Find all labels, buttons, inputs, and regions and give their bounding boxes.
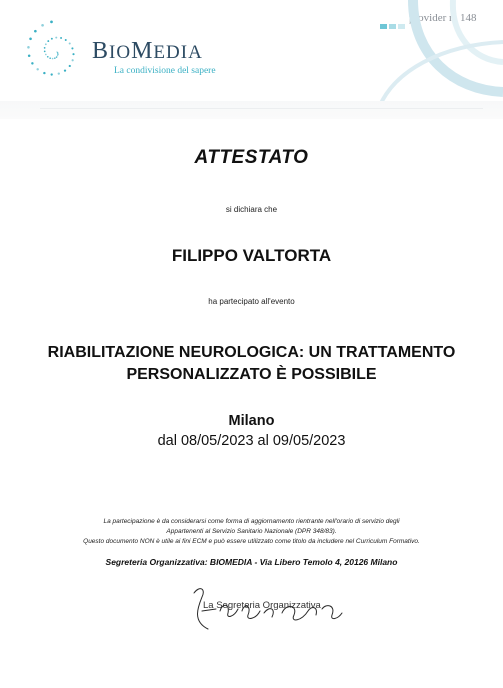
signature-label: La Segreteria Organizzativa xyxy=(203,600,321,611)
logo-name xyxy=(92,38,203,65)
event-dates: dal 08/05/2023 al 09/05/2023 xyxy=(157,433,346,449)
logo-tagline: La condivisione del sapere xyxy=(114,66,216,76)
event-title-line2: PERSONALIZZATO È POSSIBILE xyxy=(126,366,377,383)
legal-note xyxy=(0,517,503,547)
legal-note-line3: Questo documento NON è utile ai fini ECM e può essere utilizzato come titolo da includere nel Curriculum Formativo. xyxy=(83,538,420,545)
certificate-title: ATTESTATO xyxy=(194,147,309,168)
legal-note-line2: Appartenenti al Servizio Sanitario Nazionale (DPR 348/83). xyxy=(166,528,337,535)
event-title xyxy=(0,342,503,386)
logo-name-render: BIOMEDIA xyxy=(92,38,203,64)
event-title-line1: RIABILITAZIONE NEUROLOGICA: UN TRATTAMENTO xyxy=(47,344,456,361)
legal-note-line1: La partecipazione è da considerarsi come forma di aggiornamento rientrante nell'orario di servizio degli xyxy=(103,518,400,525)
declares-text: si dichiara che xyxy=(225,205,278,214)
participated-text: ha partecipato all'evento xyxy=(208,297,295,306)
decorative-swirl xyxy=(303,0,503,110)
participant-name: FILIPPO VALTORTA xyxy=(171,246,332,265)
secretariat-address: Segreteria Organizzativa: BIOMEDIA - Via Libero Temolo 4, 20126 Milano xyxy=(105,557,398,567)
handwritten-signature xyxy=(186,583,346,633)
event-city: Milano xyxy=(228,413,275,429)
header-band xyxy=(0,101,503,119)
provider-number: provider n. 148 xyxy=(409,12,477,24)
logo-dots-icon xyxy=(22,20,88,84)
